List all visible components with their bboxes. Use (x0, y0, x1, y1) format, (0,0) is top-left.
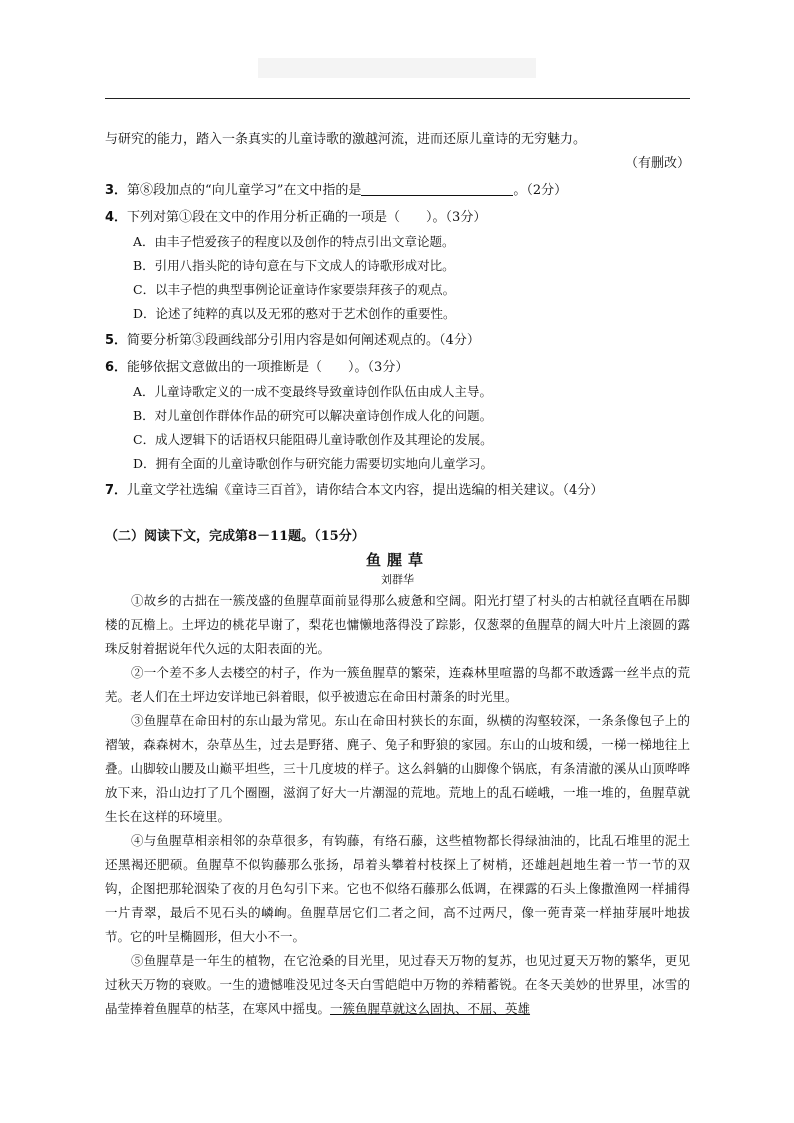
question-4-number: 4． (105, 210, 128, 225)
question-6-option-d: D．拥有全面的儿童诗歌创作与研究能力需要切实地向儿童学习。 (133, 456, 494, 471)
question-4-option-d: D．论述了纯粹的真以及无邪的憨对于艺术创作的重要性。 (133, 306, 456, 321)
article-paragraph-2: ②一个差不多人去楼空的村子，作为一簇鱼腥草的繁荣，连森林里喧嚣的鸟都不敢透露一丝半点的荒芜。老人们在土坪边安详地已斜着眼，似乎被遗忘在命田村萧条的时光里。 (105, 665, 690, 704)
question-6-option-c: C．成人逻辑下的话语权只能阻碍儿童诗歌创作及其理论的发展。 (133, 432, 493, 447)
question-3-text: 第⑧段加点的“向儿童学习”在文中指的是 (127, 183, 362, 198)
intro-line: 与研究的能力，踏入一条真实的儿童诗歌的激越河流，进而还原儿童诗的无穷魅力。 (105, 132, 587, 147)
question-5 (105, 329, 690, 353)
question-6-number: 6． (105, 360, 128, 375)
question-6-text: 能够依据文意做出的一项推断是（ ）。（3分） (127, 360, 409, 375)
article-paragraph-1: ①故乡的古拙在一簇茂盛的鱼腥草面前显得那么疲惫和空阔。阳光打望了村头的古柏就径直晒在吊脚楼的瓦檐上。土坪边的桃花早谢了，梨花也慵懒地落得没了踪影，仅葱翠的鱼腥草的阔大叶片上滚圆的露珠反射着据说年代久远的太阳表面的光。 (105, 593, 690, 656)
article-paragraph-5-text: ⑤鱼腥草是一年生的植物，在它沧桑的目光里，见过春天万物的复苏，也见过夏天万物的繁华，更见过秋天万物的衰败。一生的遗憾唯没见过冬天白雪皑皑中万物的养精蓄锐。在冬天美妙的世界里，冰雪的晶莹捧着鱼腥草的枯茎，在寒风中摇曳。 (105, 953, 690, 1016)
question-4-option-c: C．以丰子恺的典型事例论证童诗作家要崇拜孩子的观点。 (133, 282, 456, 297)
question-6-option-b: B．对儿童创作群体作品的研究可以解决童诗创作成人化的问题。 (133, 408, 493, 423)
page-content (105, 128, 690, 1021)
question-4-option-a: A．由丰子恺爱孩子的程度以及创作的特点引出文章论题。 (133, 234, 455, 249)
question-6 (105, 356, 690, 380)
header-rule (105, 98, 690, 99)
header-blank-area (258, 58, 536, 78)
question-3-answer-blank[interactable] (361, 181, 513, 196)
article-paragraph-3: ③鱼腥草在命田村的东山最为常见。东山在命田村狭长的东面，纵横的沟壑较深，一条条像包子上的褶皱，森森树木，杂草丛生，过去是野猪、麂子、兔子和野狼的家园。东山的山坡和缓，一梯一梯地往上叠。山脚较山腰及山巅平坦些，三十几度坡的样子。这么斜躺的山脚像个锅底，有条清澈的溪从山顶哗哗放下来，沿山边打了几个圈圈，滋润了好大一片潮湿的荒地。荒地上的乱石嵯峨，一堆一堆的，鱼腥草就生长在这样的环境里。 (105, 713, 690, 824)
question-3 (105, 179, 690, 203)
article-title: 鱼腥草 (365, 551, 429, 569)
question-4-option-b: B．引用八指头陀的诗句意在与下文成人的诗歌形成对比。 (133, 258, 455, 273)
question-5-text: 简要分析第③段画线部分引用内容是如何阐述观点的。（4分） (127, 333, 480, 348)
source-note: （有删改） (624, 156, 690, 171)
question-4 (105, 206, 690, 230)
article-paragraph-5 (105, 949, 690, 1021)
question-7-text: 儿童文学社选编《童诗三百首》，请你结合本文内容，提出选编的相关建议。（4分） (127, 483, 604, 498)
question-3-number: 3． (105, 183, 128, 198)
question-4-text: 下列对第①段在文中的作用分析正确的一项是（ ）。（3分） (127, 210, 487, 225)
article-paragraph-4: ④与鱼腥草相亲相邻的杂草很多，有钩藤，有络石藤，这些植物都长得绿油油的，比乱石堆里的泥土还黑褐还肥硕。鱼腥草不似钩藤那么张扬，昂着头攀着村枝探上了树梢，还雄赳赳地生着一节一节的双钩，企图把那轮洇染了夜的月色勾引下来。它也不似络石藤那么低调，在裸露的石头上像撒渔网一样捕得一片青翠，最后不见石头的嶙峋。鱼腥草居它们二者之间，高不过两尺，像一蔸青菜一样抽芽展叶地拔节。它的叶呈椭圆形，但大小不一。 (105, 833, 690, 944)
article-paragraph-5-underlined: 一簇鱼腥草就这么固执、不屈、英雄 (330, 1001, 531, 1016)
question-3-score: 。（2分） (513, 183, 568, 198)
question-5-number: 5． (105, 333, 128, 348)
question-6-option-a: A．儿童诗歌定义的一成不变最终导致童诗创作队伍由成人主导。 (133, 384, 493, 399)
question-7-number: 7． (105, 483, 128, 498)
article-author: 刘群华 (381, 573, 414, 586)
question-7 (105, 479, 690, 503)
section-2-heading: （二）阅读下文，完成第8－11题。（15分） (105, 529, 365, 544)
